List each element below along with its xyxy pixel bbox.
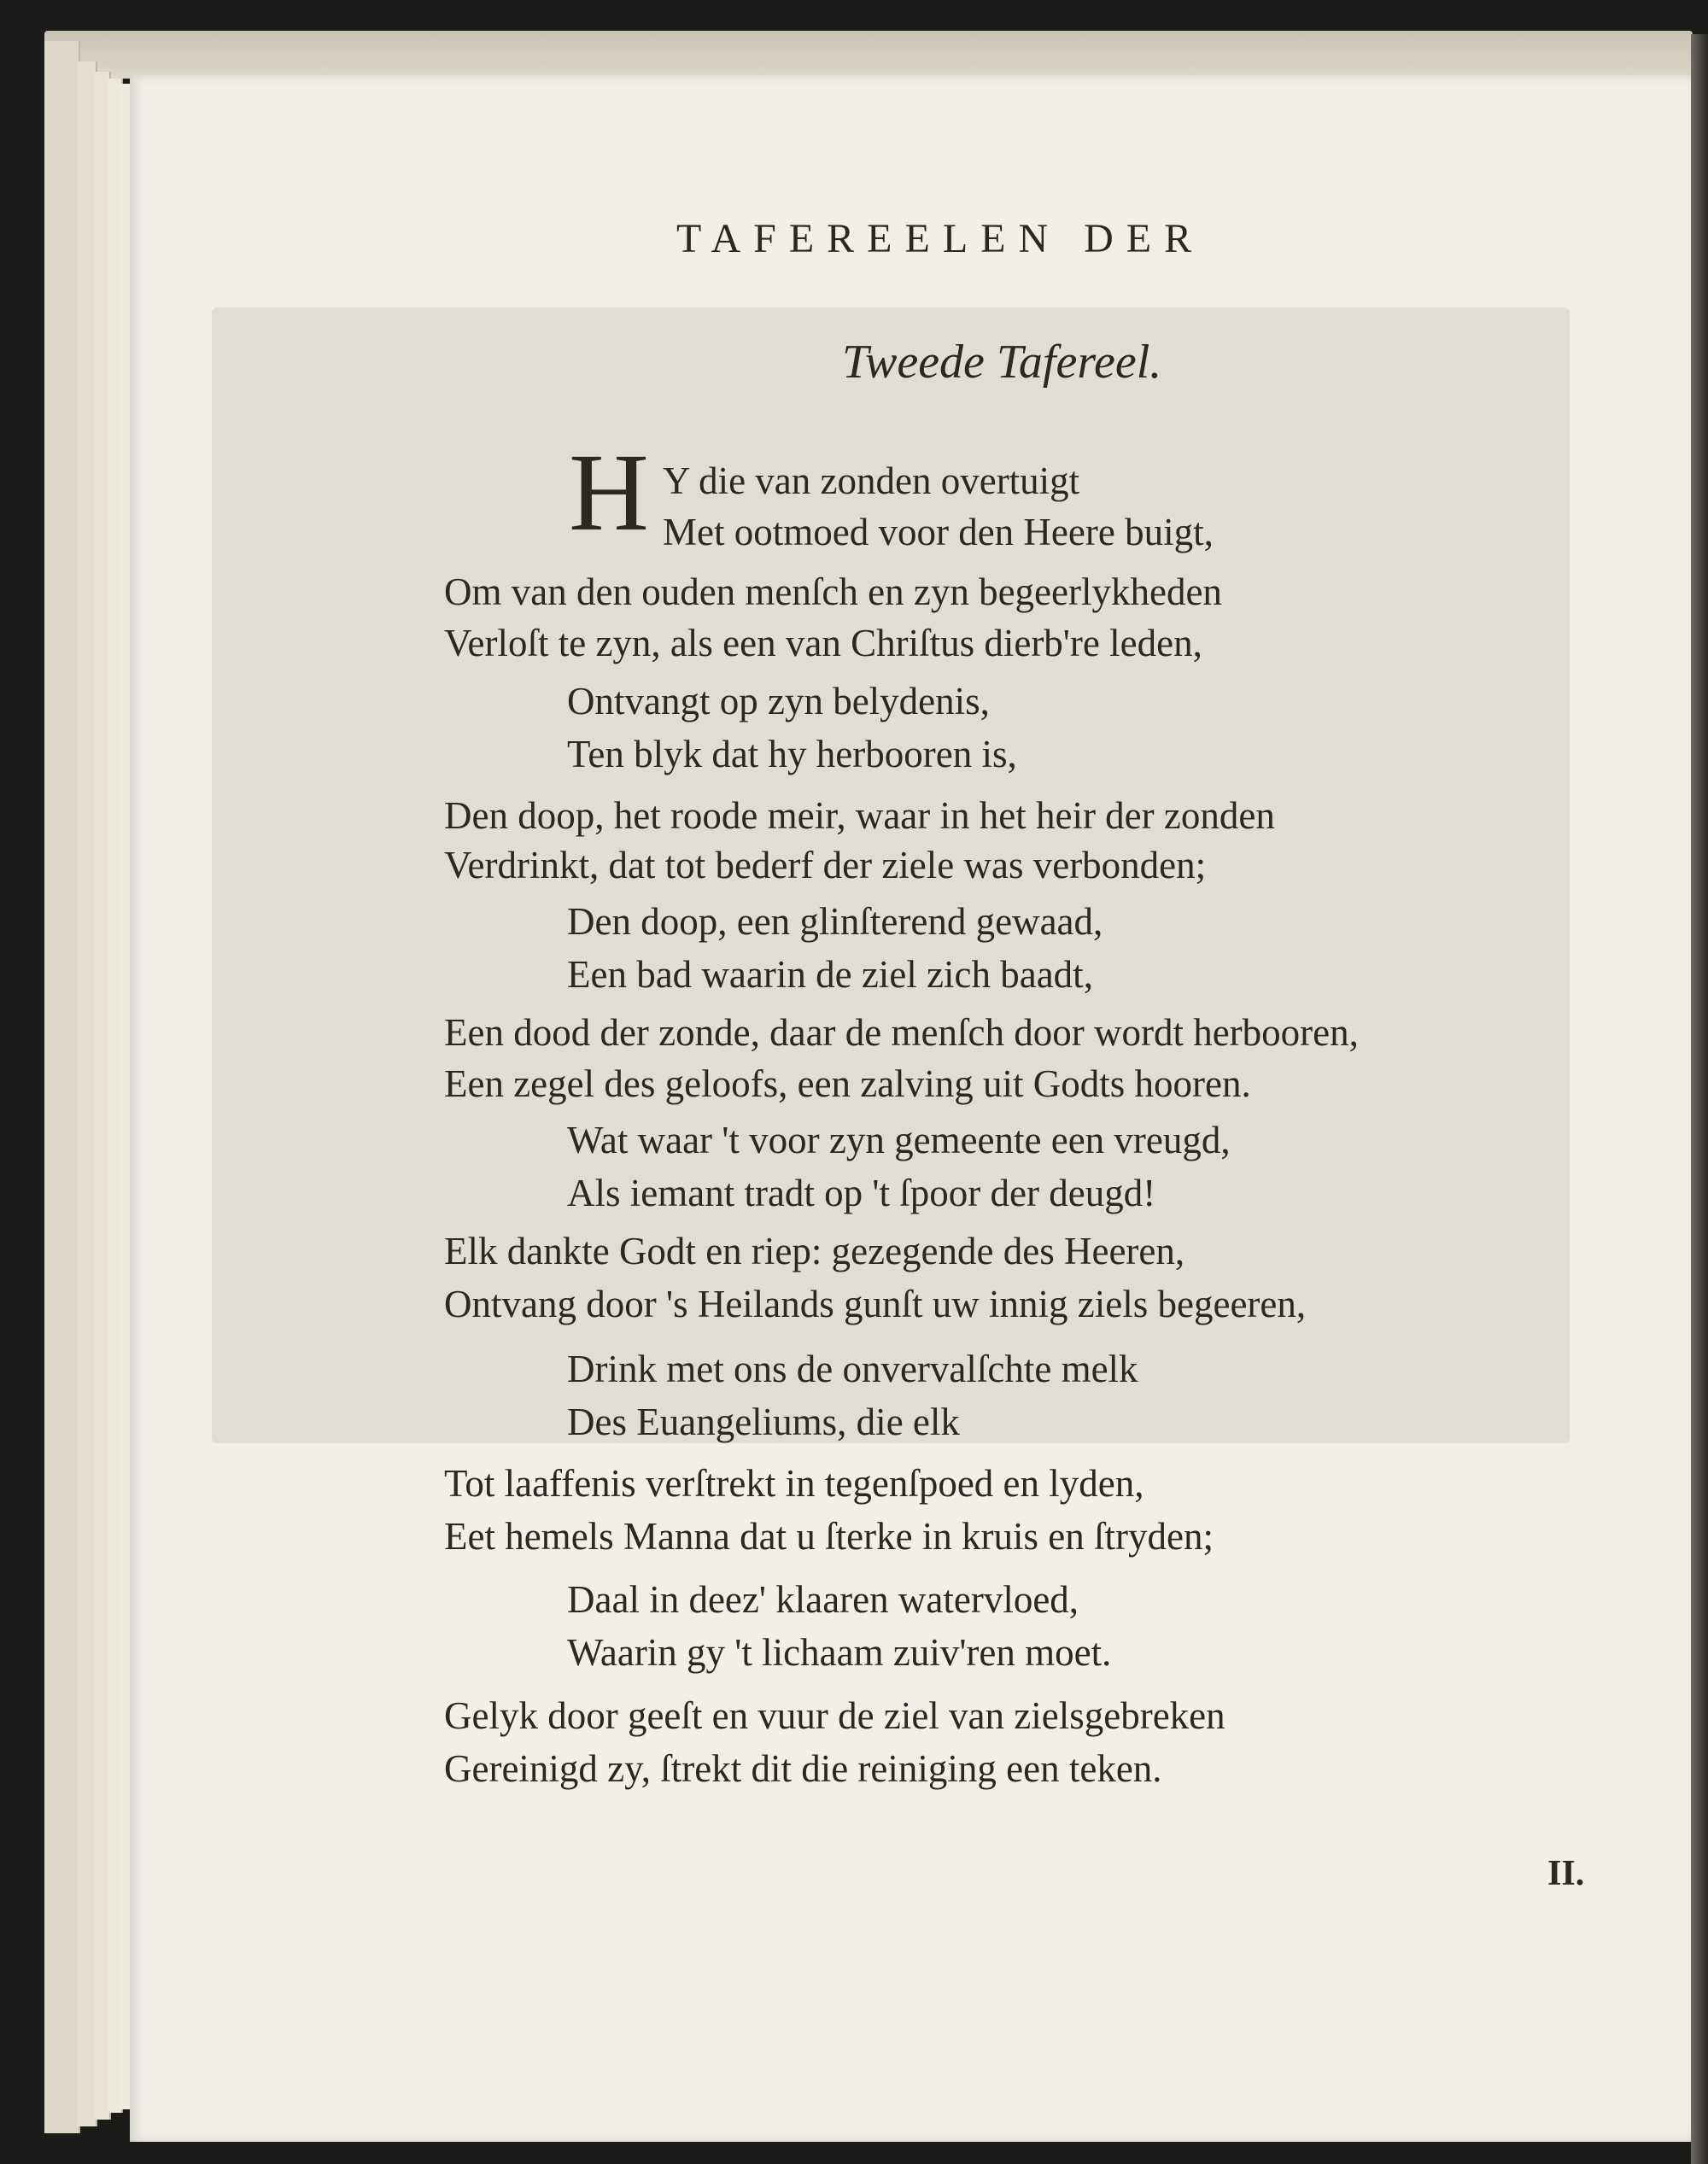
verse-line: Des Euangeliums, die elk [567, 1401, 960, 1443]
verse-line: Wat waar 't voor zyn gemeente een vreugd, [567, 1119, 1231, 1161]
verse-line: Y die van zonden overtuigt [663, 459, 1080, 502]
verse-line: Om van den ouden menſch en zyn begeerlykheden [444, 570, 1222, 613]
verse-line: Den doop, een glinſterend gewaad, [567, 900, 1103, 943]
page-edge [44, 41, 80, 2133]
section-title: Tweede Tafereel. [842, 336, 1162, 389]
running-head: TAFEREELEN DER [676, 216, 1205, 261]
verse-line: Tot laaffenis verſtrekt in tegenſpoed en lyden, [444, 1462, 1144, 1505]
verse-line: Ontvangt op zyn belydenis, [567, 680, 990, 722]
drop-initial: H [569, 431, 649, 554]
verse-line: Elk dankte Godt en riep: gezegende des Heeren, [444, 1230, 1185, 1272]
verse-line: Verloſt te zyn, als een van Chriſtus dierb're leden, [444, 622, 1202, 664]
right-margin-strip [1691, 34, 1708, 2164]
verse-line: Ontvang door 's Heilands gunſt uw innig ziels begeeren, [444, 1283, 1307, 1325]
verse-line: Den doop, het roode meir, waar in het heir der zonden [444, 794, 1275, 837]
catchword: II. [1547, 1854, 1585, 1893]
verse-line: Waarin gy 't lichaam zuiv'ren moet. [567, 1631, 1112, 1674]
verse-line: Daal in deez' klaaren watervloed, [567, 1578, 1079, 1621]
verse-line: Een zegel des geloofs, een zalving uit Godts hooren. [444, 1062, 1251, 1105]
verse-line: Drink met ons de onvervalſchte melk [567, 1348, 1138, 1390]
verse-line: Eet hemels Manna dat u ſterke in kruis en ſtryden; [444, 1515, 1214, 1558]
verse-line: Met ootmoed voor den Heere buigt, [663, 511, 1214, 553]
verse-line: Een dood der zonde, daar de menſch door wordt herbooren, [444, 1011, 1359, 1054]
verse-line: Ten blyk dat hy herbooren is, [567, 733, 1017, 775]
verse-line: Als iemant tradt op 't ſpoor der deugd! [567, 1172, 1156, 1214]
verse-line: Verdrinkt, dat tot bederf der ziele was verbonden; [444, 844, 1207, 886]
verse-line: Gereinigd zy, ſtrekt dit die reiniging een teken. [444, 1747, 1162, 1790]
verse-line: Gelyk door geeſt en vuur de ziel van zielsgebreken [444, 1694, 1225, 1737]
verse-line: Een bad waarin de ziel zich baadt, [567, 953, 1093, 996]
book-board-top [44, 31, 1693, 79]
